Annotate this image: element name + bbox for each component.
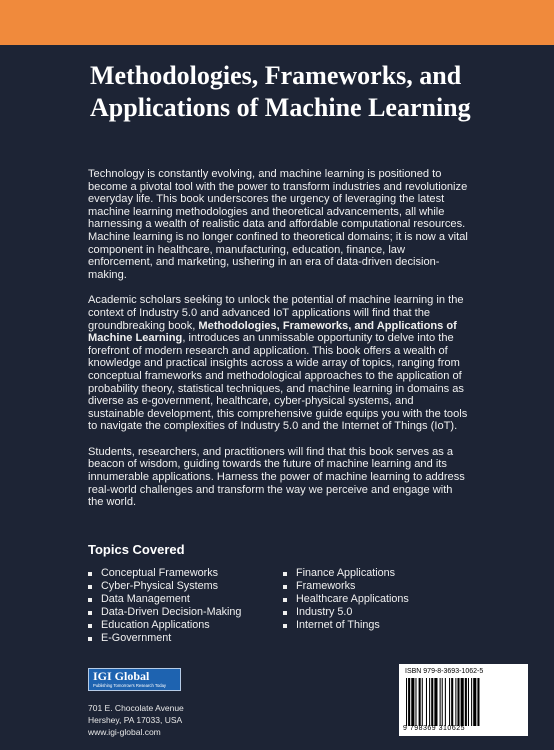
barcode-bar [442,678,443,726]
barcode-bar [406,678,407,726]
barcode-bar [465,678,467,726]
publisher-logo-name: IGI Global [93,669,150,683]
topic-item: Cyber-Physical Systems [88,580,283,593]
book-title-inline: Methodologies, Frameworks, and Applications of Machine Learning [88,319,457,345]
barcode-number: 9 798369 310625 [403,725,465,732]
topic-item: Education Applications [88,619,283,632]
address-line-1: 701 E. Chocolate Avenue [88,703,184,713]
topic-item: Healthcare Applications [283,593,409,606]
topic-item: Frameworks [283,580,409,593]
description-paragraph-1: Technology is constantly evolving, and machine learning is positioned to become a pivotal tool with the power to transform industries and revolutionize everyday life. This book underscores the urgency of leveraging the latest machine learning methodologies and theoretical advancements, all while harnessing a wealth of realistic data and affordable computational resources. Machine learning is no longer confined to theoretical domains; it is now a vital component in healthcare, manufacturing, education, finance, law enforcement, and marketing, ushering in an era of data-driven decision-making. [88,168,468,281]
topics-section [88,542,488,645]
topic-item: Industry 5.0 [283,606,409,619]
barcode-bar [419,678,421,726]
barcode-bar [461,678,464,726]
barcode-bar [434,678,437,726]
description [88,168,468,522]
top-color-band [0,0,554,45]
topics-list-left [88,567,283,645]
topic-item: Data Management [88,593,283,606]
barcode-bar [457,678,459,726]
barcode-bar [451,678,453,726]
topics-list-right [283,567,409,645]
book-title: Methodologies, Frameworks, and Applications of Machine Learning [90,61,471,122]
barcode-bar [415,678,416,726]
barcode-bars [405,678,522,726]
topic-item: Data-Driven Decision-Making [88,606,283,619]
description-paragraph-2 [88,294,468,433]
barcode-bar [473,678,476,726]
publisher-website: www.igi-global.com [88,727,161,737]
barcode-bar [455,678,456,726]
isbn-barcode [399,664,528,736]
barcode-bar [449,678,450,726]
isbn-text: ISBN 979-8-3693-1062-5 [405,668,484,675]
publisher-logo-tagline: Publishing Tomorrow's Research Today [93,683,167,688]
topics-columns [88,567,488,645]
barcode-bar [426,678,427,726]
barcode-bar [440,678,441,726]
topics-heading: Topics Covered [88,542,185,557]
barcode-bar [422,678,423,726]
barcode-bar [468,678,469,726]
topic-item: Finance Applications [283,567,409,580]
topic-item: Conceptual Frameworks [88,567,283,580]
barcode-bar [445,678,446,726]
barcode-bar [411,678,414,726]
barcode-bar [477,678,479,726]
topic-item: Internet of Things [283,619,409,632]
barcode-bar [429,678,430,726]
paragraph-2-intro: Academic scholars seeking to unlock the potential of machine learning in the context of Industry 5.0 and advanced IoT applications will find that the groundbreaking book, [88,294,464,332]
barcode-bar [431,678,433,726]
topic-item: E-Government [88,632,283,645]
barcode-bar [471,678,472,726]
description-paragraph-3: Students, researchers, and practitioners will find that this book serves as a beacon of wisdom, guiding towards the future of machine learning and its innumerable applications. Harness the power of machine learning to address real-world challenges and transform the way we perceive and engage with the world. [88,445,465,509]
publisher-logo [88,668,181,691]
publisher-block [88,668,184,738]
paragraph-2-rest: , introduces an unmissable opportunity to delve into the forefront of modern research and application. This book offers a wealth of knowledge and practical insights across a wide array of topics, ranging from conceptual frameworks and methodological approaches to the application of probability theory, statistical techniques, and machine learning in domains as diverse as e-government, healthcare, cyber-physical systems, and sustainable development, this comprehensive guide equips you with the tools to navigate the complexities of Industry 5.0 and the Internet of Things (IoT). [88,332,468,433]
address-line-2: Hershey, PA 17033, USA [88,715,183,725]
publisher-address [88,702,184,738]
barcode-bar [408,678,410,726]
